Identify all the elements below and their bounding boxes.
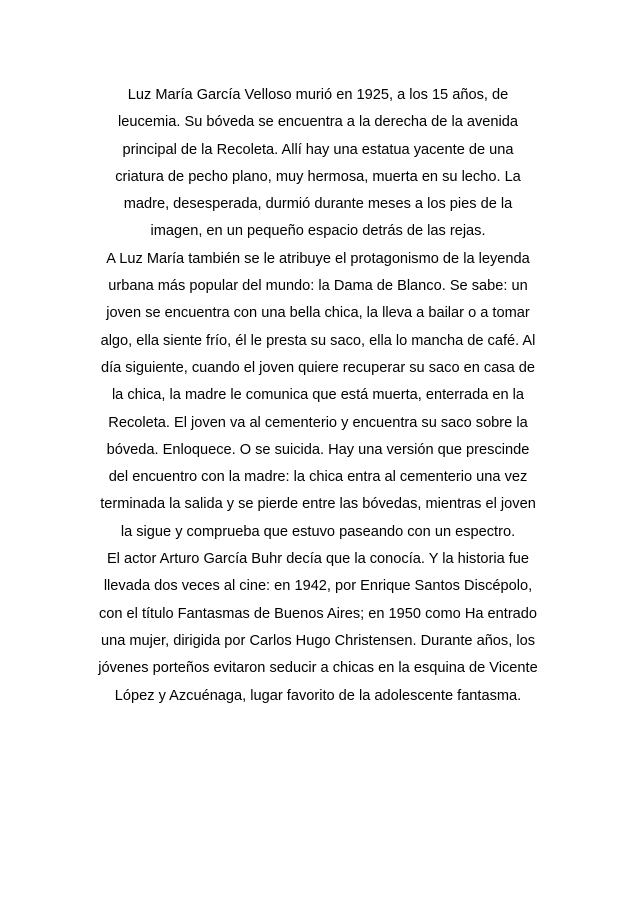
text-line: la chica, la madre le comunica que está muerta, enterrada en la [111, 387, 525, 404]
text-line: madre, desesperada, durmió durante meses a los pies de la [123, 196, 513, 213]
text-line: imagen, en un pequeño espacio detrás de las rejas. [150, 223, 486, 240]
body-text [90, 82, 546, 710]
text-line: día siguiente, cuando el joven quiere recuperar su saco en casa de [100, 359, 536, 376]
text-line: leucemia. Su bóveda se encuentra a la derecha de la avenida [118, 114, 518, 131]
text-line: principal de la Recoleta. Allí hay una estatua yacente de una [122, 141, 514, 158]
text-line: urbana más popular del mundo: la Dama de Blanco. Se sabe: un [108, 278, 528, 295]
text-line: joven se encuentra con una bella chica, la lleva a bailar o a tomar [106, 305, 530, 322]
text-line: llevada dos veces al cine: en 1942, por Enrique Santos Discépolo, [103, 578, 533, 595]
text-line: una mujer, dirigida por Carlos Hugo Christensen. Durante años, los [101, 632, 535, 649]
text-line: algo, ella siente frío, él le presta su saco, ella lo mancha de café. Al [100, 332, 536, 349]
text-line: del encuentro con la madre: la chica entra al cementerio una vez [108, 469, 528, 486]
text-line: terminada la salida y se pierde entre las bóvedas, mientras el joven [100, 496, 536, 513]
text-line: la sigue y comprueba que estuvo paseando con un espectro. [120, 523, 516, 540]
text-line: El actor Arturo García Buhr decía que la conocía. Y la historia fue [106, 551, 530, 568]
text-line: López y Azcuénaga, lugar favorito de la adolescente fantasma. [114, 687, 522, 704]
text-line: jóvenes porteños evitaron seducir a chicas en la esquina de Vicente [98, 660, 538, 677]
text-line: bóveda. Enloquece. O se suicida. Hay una versión que prescinde [106, 441, 530, 458]
text-line: criatura de pecho plano, muy hermosa, muerta en su lecho. La [115, 168, 521, 185]
text-line: con el título Fantasmas de Buenos Aires; en 1950 como Ha entrado [98, 605, 538, 622]
text-line: Recoleta. El joven va al cementerio y encuentra su saco sobre la [108, 414, 528, 431]
text-line: Luz María García Velloso murió en 1925, a los 15 años, de [127, 87, 509, 103]
text-line: A Luz María también se le atribuye el protagonismo de la leyenda [106, 250, 530, 267]
